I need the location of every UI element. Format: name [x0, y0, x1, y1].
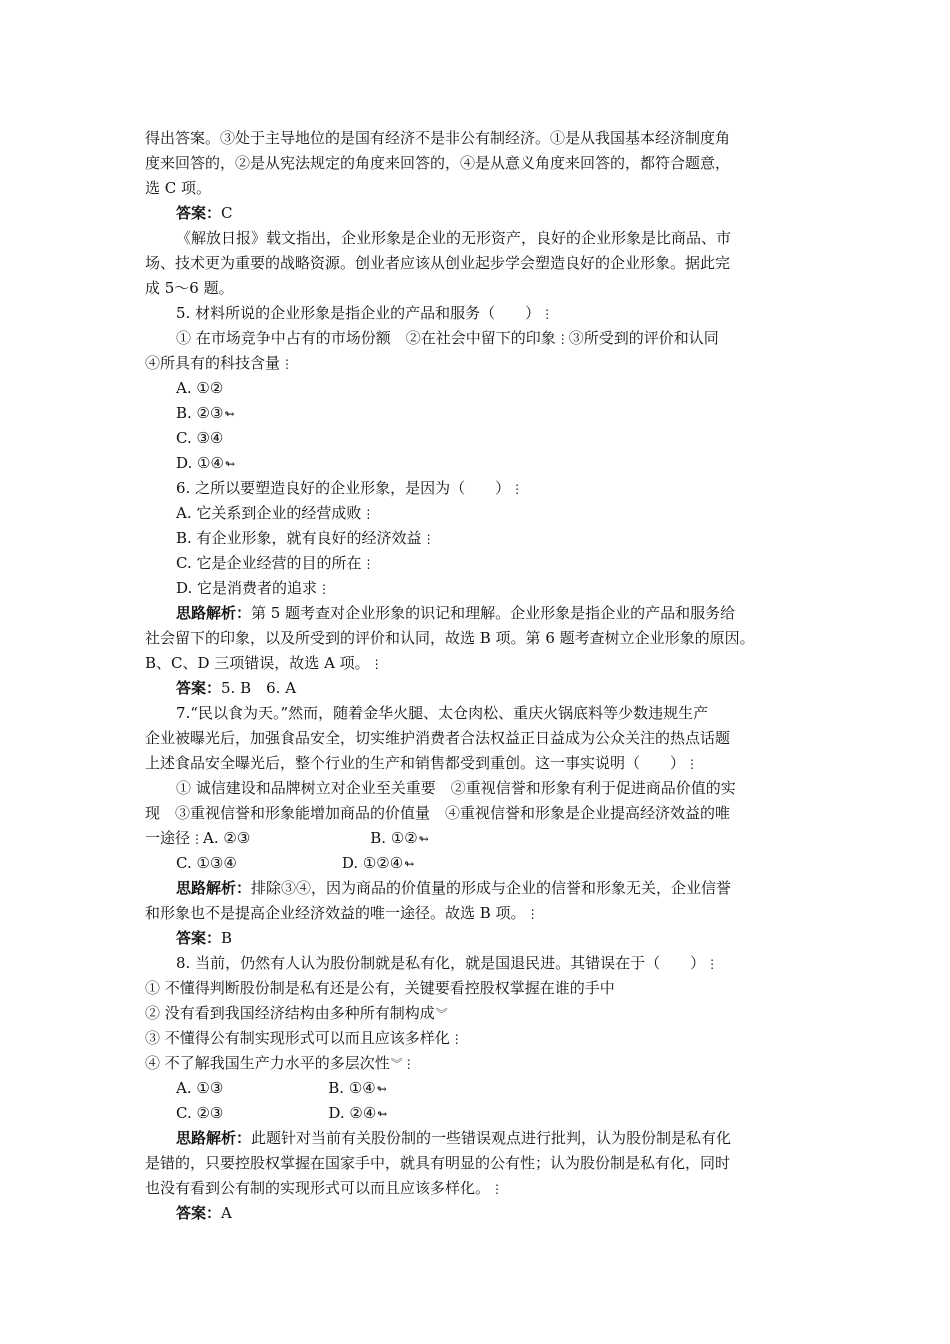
text-line: [145, 226, 810, 251]
mark-symbol: ↬: [418, 832, 429, 846]
mark-symbol: ⋮: [191, 832, 204, 846]
text-line: [145, 176, 810, 201]
line-text: ② 没有看到我国经济结构由多种所有制构成: [145, 1004, 435, 1022]
text-line: [145, 351, 810, 376]
line-text: 排除③④，因为商品的价值量的形成与企业的信誉和形象无关，企业信誉: [251, 879, 732, 897]
text-line: [145, 551, 810, 576]
text-line: [145, 276, 810, 301]
text-line: [145, 1101, 810, 1126]
text-line: [145, 201, 810, 226]
line-text: A. 它关系到企业的经营成败: [176, 504, 362, 522]
text-line: [145, 426, 810, 451]
bold-label: 答案：: [176, 1204, 222, 1222]
text-line: [145, 1126, 810, 1151]
line-text: 是错的，只要控股权掌握在国家手中，就具有明显的公有性；认为股份制是私有化，同时: [145, 1154, 731, 1172]
mark-symbol: ↬: [376, 1082, 387, 1096]
mark-symbol: ↬: [224, 457, 235, 471]
mark-symbol: ↬: [404, 857, 415, 871]
bold-label: 思路解析：: [176, 879, 252, 897]
text-line: [145, 851, 810, 876]
mark-symbol: ⋮: [491, 1182, 504, 1196]
mark-symbol: ⋮: [541, 307, 554, 321]
text-line: [145, 251, 810, 276]
bold-label: 答案：: [176, 204, 222, 222]
bold-label: 思路解析：: [176, 1129, 252, 1147]
line-text: 第 5 题考查对企业形象的识记和理解。企业形象是指企业的产品和服务给: [251, 604, 736, 622]
line-text: C. ③④: [176, 429, 224, 447]
line-text: ④所具有的科技含量: [145, 354, 281, 372]
mark-symbol: ⋮: [526, 907, 539, 921]
text-line: [145, 126, 810, 151]
line-text: A. ②③ B. ①②: [203, 829, 418, 847]
text-line: [145, 1001, 810, 1026]
line-text: D. ①④: [176, 454, 224, 472]
text-line: [145, 826, 810, 851]
mark-symbol: ⋮: [556, 332, 569, 346]
bold-label: 答案：: [176, 679, 222, 697]
line-text: B. ②③: [176, 404, 224, 422]
line-text: B、C、D 三项错误，故选 A 项。: [145, 654, 370, 672]
text-line: [145, 1026, 810, 1051]
mark-symbol: ︾: [435, 1007, 448, 1021]
line-text: 成 5～6 题。: [145, 279, 234, 297]
line-text: 5. 材料所说的企业形象是指企业的产品和服务（ ）: [176, 304, 541, 322]
line-text: C. ①③④ D. ①②④: [176, 854, 404, 872]
text-line: [145, 926, 810, 951]
text-line: [145, 876, 810, 901]
mark-symbol: ↬: [224, 407, 235, 421]
text-line: [145, 626, 810, 651]
mark-symbol: ⋮: [422, 532, 435, 546]
text-line: [145, 451, 810, 476]
mark-symbol: ⋮: [706, 957, 719, 971]
document-body: [145, 126, 810, 1226]
line-text: 此题针对当前有关股份制的一些错误观点进行批判，认为股份制是私有化: [251, 1129, 732, 1147]
line-text: B: [221, 929, 233, 947]
line-text: 7.“民以食为天。”然而，随着金华火腿、太仓肉松、重庆火锅底料等少数违规生产: [176, 704, 709, 722]
text-line: [145, 701, 810, 726]
mark-symbol: ︾⋮: [390, 1057, 415, 1071]
line-text: 现 ③重视信誉和形象能增加商品的价值量 ④重视信誉和形象是企业提高经济效益的唯: [145, 804, 731, 822]
text-line: [145, 576, 810, 601]
line-text: 度来回答的，②是从宪法规定的角度来回答的，④是从意义角度来回答的，都符合题意，: [145, 154, 731, 172]
line-text: C. ②③ D. ②④: [176, 1104, 377, 1122]
text-line: [145, 301, 810, 326]
text-line: [145, 726, 810, 751]
mark-symbol: ↬: [377, 1107, 388, 1121]
mark-symbol: ⋮: [686, 757, 699, 771]
line-text: ① 诚信建设和品牌树立对企业至关重要 ②重视信誉和形象有利于促进商品价值的实: [176, 779, 736, 797]
line-text: 8. 当前，仍然有人认为股份制就是私有化，就是国退民进。其错误在于（ ）: [176, 954, 706, 972]
line-text: C: [221, 204, 233, 222]
line-text: ① 不懂得判断股份制是私有还是公有，关键要看控股权掌握在谁的手中: [145, 979, 615, 997]
text-line: [145, 151, 810, 176]
text-line: [145, 1176, 810, 1201]
line-text: D. 它是消费者的追求: [176, 579, 318, 597]
text-line: [145, 801, 810, 826]
line-text: 企业被曝光后，加强食品安全，切实维护消费者合法权益正日益成为公众关注的热点话题: [145, 729, 731, 747]
line-text: A. ①③ B. ①④: [176, 1079, 376, 1097]
line-text: 上述食品安全曝光后，整个行业的生产和销售都受到重创。这一事实说明（ ）: [145, 754, 686, 772]
text-line: [145, 401, 810, 426]
text-line: [145, 476, 810, 501]
line-text: 一途径: [145, 829, 191, 847]
bold-label: 思路解析：: [176, 604, 252, 622]
line-text: 选 C 项。: [145, 179, 212, 197]
line-text: 《解放日报》载文指出，企业形象是企业的无形资产，良好的企业形象是比商品、市: [176, 229, 732, 247]
text-line: [145, 901, 810, 926]
text-line: [145, 676, 810, 701]
line-text: ① 在市场竞争中占有的市场份额 ②在社会中留下的印象: [176, 329, 556, 347]
line-text: 场、技术更为重要的战略资源。创业者应该从创业起步学会塑造良好的企业形象。据此完: [145, 254, 731, 272]
line-text: 和形象也不是提高企业经济效益的唯一途径。故选 B 项。: [145, 904, 526, 922]
line-text: A. ①②: [176, 379, 224, 397]
text-line: [145, 376, 810, 401]
mark-symbol: ⋮: [362, 507, 375, 521]
line-text: 社会留下的印象，以及所受到的评价和认同，故选 B 项。第 6 题考查树立企业形象的原因。: [145, 629, 755, 647]
text-line: [145, 601, 810, 626]
text-line: [145, 651, 810, 676]
text-line: [145, 1151, 810, 1176]
text-line: [145, 951, 810, 976]
line-text: A: [221, 1204, 232, 1222]
line-text: C. 它是企业经营的目的所在: [176, 554, 362, 572]
text-line: [145, 1051, 810, 1076]
text-line: [145, 976, 810, 1001]
line-text: 得出答案。③处于主导地位的是国有经济不是非公有制经济。①是从我国基本经济制度角: [145, 129, 731, 147]
mark-symbol: ⋮: [511, 482, 524, 496]
text-line: [145, 1201, 810, 1226]
mark-symbol: ⋮: [370, 657, 383, 671]
line-text: B. 有企业形象，就有良好的经济效益: [176, 529, 422, 547]
text-line: [145, 1076, 810, 1101]
text-line: [145, 526, 810, 551]
line-text: ④ 不了解我国生产力水平的多层次性: [145, 1054, 390, 1072]
line-text: ③所受到的评价和认同: [568, 329, 719, 347]
text-line: [145, 326, 810, 351]
bold-label: 答案：: [176, 929, 222, 947]
mark-symbol: ⋮: [318, 582, 331, 596]
text-line: [145, 501, 810, 526]
mark-symbol: ⋮: [281, 357, 294, 371]
text-line: [145, 751, 810, 776]
text-line: [145, 776, 810, 801]
mark-symbol: ⋮: [362, 557, 375, 571]
line-text: ③ 不懂得公有制实现形式可以而且应该多样化: [145, 1029, 450, 1047]
line-text: 5. B 6. A: [221, 679, 297, 697]
line-text: 也没有看到公有制的实现形式可以而且应该多样化。: [145, 1179, 491, 1197]
mark-symbol: ⋮: [450, 1032, 463, 1046]
line-text: 6. 之所以要塑造良好的企业形象，是因为（ ）: [176, 479, 511, 497]
